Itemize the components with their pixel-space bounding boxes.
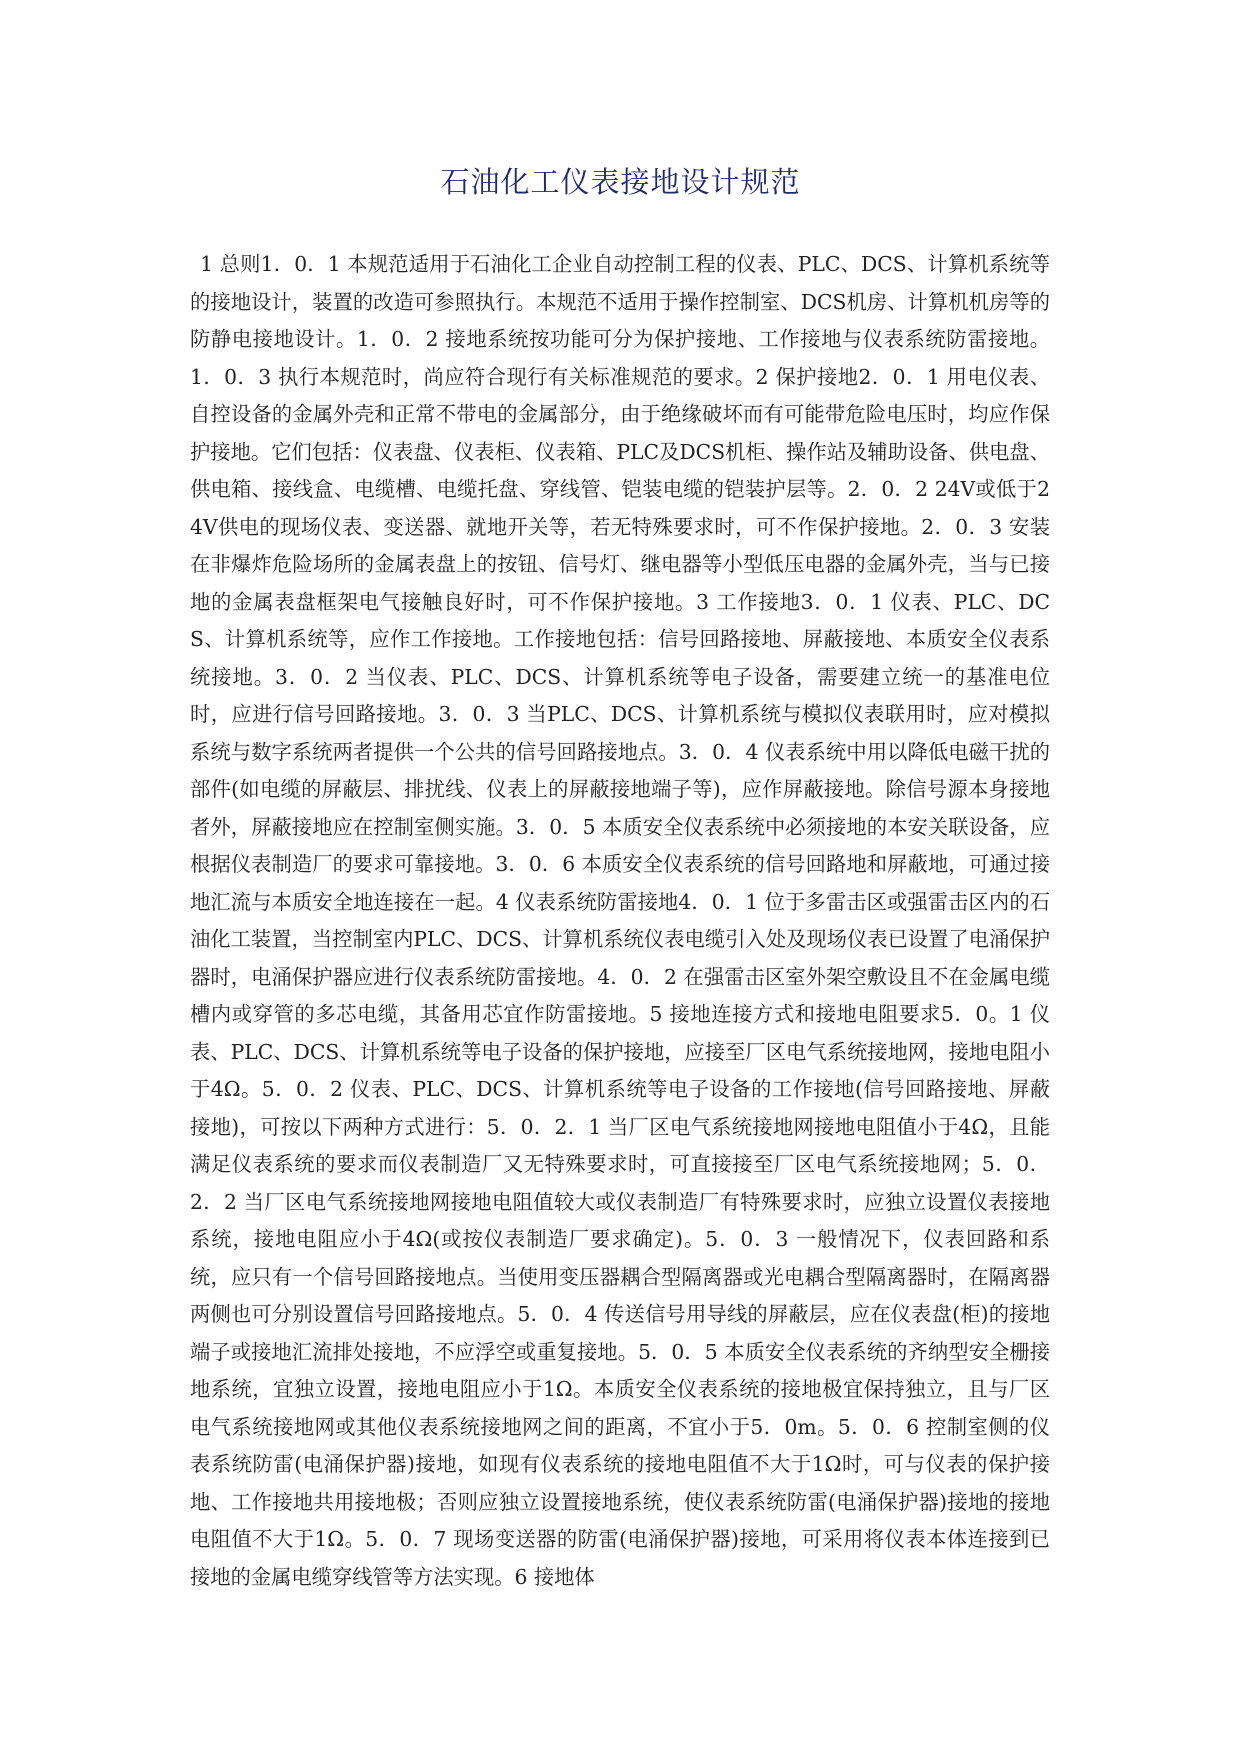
document-body-text: 1 总则1．0．1 本规范适用于石油化工企业自动控制工程的仪表、PLC、DCS、计算机系统等的接地设计，装置的改造可参照执行。本规范不适用于操作控制室、DCS机房、计算机机房等的防静电接地设计。1．0．2 接地系统按功能可分为保护接地、工作接地与仪表系统防雷接地。1．0．3 执行本规范时，尚应符合现行有关标准规范的要求。2 保护接地2．0．1 用电仪表、自控设备的金属外壳和正常不带电的金属部分，由于绝缘破坏而有可能带危险电压时，均应作保护接地。它们包括：仪表盘、仪表柜、仪表箱、PLC及DCS机柜、操作站及辅助设备、供电盘、供电箱、接线盒、电缆槽、电缆托盘、穿线管、铠装电缆的铠装护层等。2．0．2 24V或低于24V供电的现场仪表、变送器、就地开关等，若无特殊要求时，可不作保护接地。2．0．3 安装在非爆炸危险场所的金属表盘上的按钮、信号灯、继电器等小型低压电器的金属外壳，当与已接地的金属表盘框架电气接触良好时，可不作保护接地。3 工作接地3．0．1 仪表、PLC、DCS、计算机系统等，应作工作接地。工作接地包括：信号回路接地、屏蔽接地、本质安全仪表系统接地。3．0．2 当仪表、PLC、DCS、计算机系统等电子设备，需要建立统一的基准电位时，应进行信号回路接地。3．0．3 当PLC、DCS、计算机系统与模拟仪表联用时，应对模拟系统与数字系统两者提供一个公共的信号回路接地点。3．0．4 仪表系统中用以降低电磁干扰的部件(如电缆的屏蔽层、排扰线、仪表上的屏蔽接地端子等)，应作屏蔽接地。除信号源本身接地者外，屏蔽接地应在控制室侧实施。3．0．5 本质安全仪表系统中必须接地的本安关联设备，应根据仪表制造厂的要求可靠接地。3．0．6 本质安全仪表系统的信号回路地和屏蔽地，可通过接地汇流与本质安全地连接在一起。4 仪表系统防雷接地4．0．1 位于多雷击区或强雷击区内的石油化工装置，当控制室内PLC、DCS、计算机系统仪表电缆引入处及现场仪表已设置了电涌保护器时，电涌保护器应进行仪表系统防雷接地。4．0．2 在强雷击区室外架空敷设且不在金属电缆槽内或穿管的多芯电缆，其备用芯宜作防雷接地。5 接地连接方式和接地电阻要求5．0。1 仪表、PLC、DCS、计算机系统等电子设备的保护接地，应接至厂区电气系统接地网，接地电阻小于4Ω。5．0．2 仪表、PLC、DCS、计算机系统等电子设备的工作接地(信号回路接地、屏蔽接地)，可按以下两种方式进行：5．0．2．1 当厂区电气系统接地网接地电阻值小于4Ω，且能满足仪表系统的要求而仪表制造厂又无特殊要求时，可直接接至厂区电气系统接地网；5．0．2．2 当厂区电气系统接地网接地电阻值较大或仪表制造厂有特殊要求时，应独立设置仪表接地系统，接地电阻应小于4Ω(或按仪表制造厂要求确定)。5．0．3 一般情况下，仪表回路和系统，应只有一个信号回路接地点。当使用变压器耦合型隔离器或光电耦合型隔离器时，在隔离器两侧也可分别设置信号回路接地点。5．0．4 传送信号用导线的屏蔽层，应在仪表盘(柜)的接地端子或接地汇流排处接地，不应浮空或重复接地。5．0．5 本质安全仪表系统的齐纳型安全栅接地系统，宜独立设置，接地电阻应小于1Ω。本质安全仪表系统的接地极宜保持独立，且与厂区电气系统接地网或其他仪表系统接地网之间的距离，不宜小于5．0m。5．0．6 控制室侧的仪表系统防雷(电涌保护器)接地，如现有仪表系统的接地电阻值不大于1Ω时，可与仪表的保护接地、工作接地共用接地极；否则应独立设置接地系统，使仪表系统防雷(电涌保护器)接地的接地电阻值不大于1Ω。5．0．7 现场变送器的防雷(电涌保护器)接地，可采用将仪表本体连接到已接地的金属电缆穿线管等方法实现。6 接地体 — [190, 252, 1050, 1589]
document-title: 石油化工仪表接地设计规范 — [440, 165, 801, 199]
